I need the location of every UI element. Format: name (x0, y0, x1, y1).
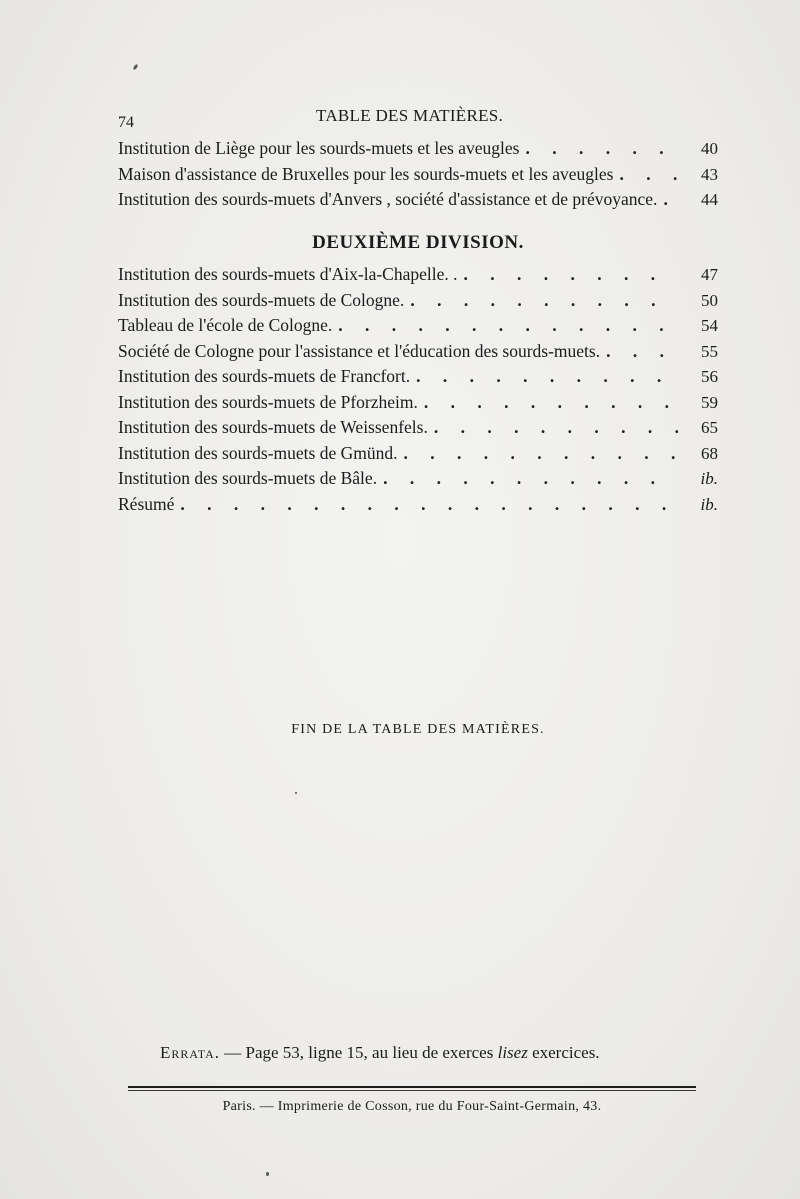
toc-entry-title: Institution de Liège pour les sourds-muets et les aveugles (118, 138, 520, 158)
toc-entry (118, 468, 718, 494)
page-number: 74 (118, 114, 134, 131)
errata-label: Errata. (160, 1043, 221, 1062)
toc-entry-page: 40 (701, 139, 718, 158)
toc-entry-title: Institution des sourds-muets de Francfort. (118, 366, 411, 386)
dot-leader (663, 189, 678, 210)
toc-entry-title: Maison d'assistance de Bruxelles pour les sourds-muets et les aveugles (118, 163, 614, 184)
toc-entry-title: Institution des sourds-muets d'Aix-la-Chapelle. . (118, 264, 458, 284)
toc-entry (118, 315, 718, 341)
toc-entry-page: 65 (701, 418, 718, 437)
page-header (118, 106, 718, 130)
dot-leader (383, 468, 678, 489)
toc-entry (118, 443, 718, 469)
ink-speck (266, 1172, 269, 1176)
toc-entry-page: ib. (700, 469, 718, 488)
footer-rule (128, 1086, 696, 1088)
toc-entry-page: 43 (701, 164, 718, 184)
dot-leader (424, 392, 678, 413)
toc-entry-title: Résumé (118, 493, 175, 514)
toc-entry (118, 494, 718, 520)
toc-entry (118, 189, 718, 215)
toc-entry-page: 56 (701, 367, 718, 386)
toc-entry-title: Institution des sourds-muets de Bâle. (118, 468, 378, 488)
toc-entry (118, 290, 718, 316)
toc-entry (118, 264, 718, 290)
dot-leader (338, 315, 678, 336)
toc-section-first (118, 138, 718, 215)
ink-speck (295, 792, 297, 794)
toc-entry-page: 54 (701, 316, 718, 335)
printer-imprint: Paris. — Imprimerie de Cosson, rue du Four-Saint-Germain, 43. (222, 1099, 602, 1114)
dot-leader (619, 164, 678, 185)
ink-speck (133, 64, 139, 71)
toc-entry (118, 366, 718, 392)
toc-entry-title: Institution des sourds-muets de Weissenfels. (118, 417, 428, 437)
errata-correction: exercices. (527, 1043, 600, 1062)
toc-entry (118, 417, 718, 443)
toc-entry-page: ib. (700, 494, 718, 514)
errata-emphasis: lisez (497, 1043, 528, 1062)
dot-leader (180, 494, 678, 515)
dot-leader (416, 366, 678, 387)
toc-entry-page: 68 (701, 443, 718, 463)
toc-entry-page: 59 (701, 392, 718, 412)
toc-entry-page: 47 (701, 265, 718, 284)
toc-entry (118, 138, 718, 164)
toc-entry-page: 55 (701, 341, 718, 361)
running-title: TABLE DES MATIÈRES. (316, 106, 504, 125)
dot-leader (606, 341, 678, 362)
dot-leader (404, 443, 679, 464)
errata-note (160, 1043, 600, 1063)
toc-entry-title: Tableau de l'école de Cologne. (118, 315, 333, 335)
toc-entry-title: Institution des sourds-muets de Cologne. (118, 289, 405, 310)
toc-entry (118, 164, 718, 190)
toc-entry (118, 341, 718, 367)
toc-entry-title: Institution des sourds-muets de Pforzheim. (118, 391, 418, 412)
toc-section-second (118, 264, 718, 519)
division-heading: DEUXIÈME DIVISION. (312, 232, 524, 253)
footer-rule-thin (128, 1090, 696, 1091)
dot-leader (434, 417, 678, 438)
errata-text: — Page 53, ligne 15, au lieu de exerces (220, 1043, 498, 1062)
end-of-table-notice: FIN DE LA TABLE DES MATIÈRES. (291, 722, 545, 737)
dot-leader (410, 290, 678, 311)
toc-entry-title: Institution des sourds-muets de Gmünd. (118, 442, 398, 463)
dot-leader (525, 138, 678, 159)
toc-entry-page: 44 (701, 190, 718, 209)
toc-entry (118, 392, 718, 418)
toc-entry-title: Institution des sourds-muets d'Anvers , société d'assistance et de prévoyance. (118, 189, 658, 209)
toc-entry-page: 50 (701, 290, 718, 310)
toc-entry-title: Société de Cologne pour l'assistance et l'éducation des sourds-muets. (118, 340, 601, 361)
dot-leader (464, 264, 679, 285)
